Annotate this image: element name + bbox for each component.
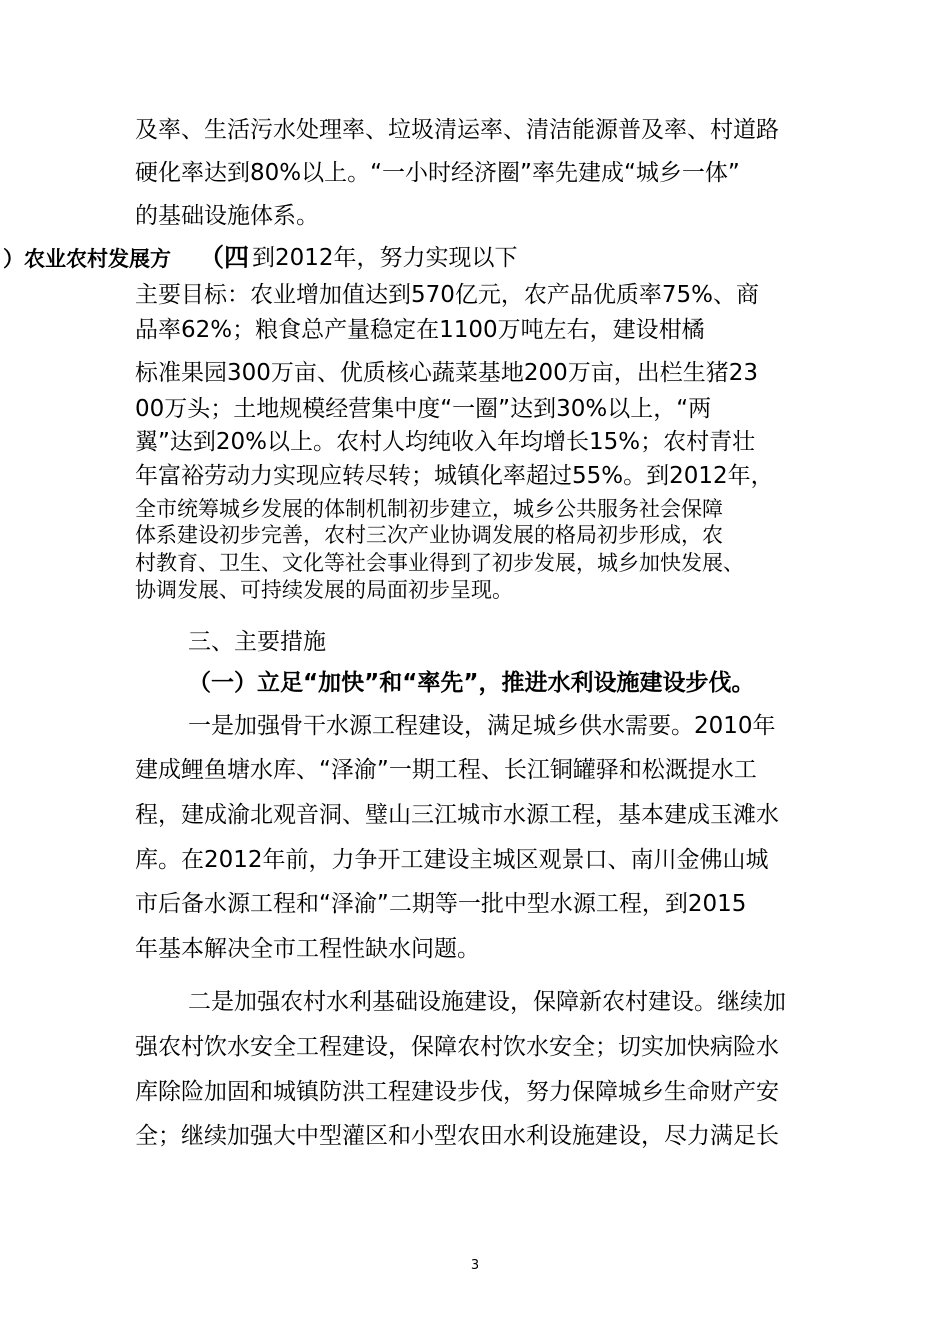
text-line: 00万头；土地规模经营集中度“一圈”达到30%以上，“两 (135, 396, 712, 422)
text-line: 硬化率达到80%以上。“一小时经济圈”率先建成“城乡一体” (135, 160, 740, 186)
text-line: 年富裕劳动力实现应转尽转；城镇化率超过55%。到2012年， (135, 463, 774, 489)
text-line: 二是加强农村水利基础设施建设，保障新农村建设。继续加 (188, 989, 786, 1015)
subsection-heading: （一）立足“加快”和“率先”，推进水利设施建设步伐。 (188, 670, 755, 696)
text-line: 翼”达到20%以上。农村人均纯收入年均增长15%；农村青壮 (135, 429, 756, 455)
text-line: 建成鲤鱼塘水库、“泽渝”一期工程、长江铜罐驿和松溉提水工 (135, 757, 757, 783)
text-line: 体系建设初步完善，农村三次产业协调发展的格局初步形成，农 (135, 523, 723, 547)
text-line: 品率62%；粮食总产量稳定在1100万吨左右，建设柑橘 (135, 317, 705, 343)
text-line: 库除险加固和城镇防洪工程建设步伐，努力保障城乡生命财产安 (135, 1079, 779, 1105)
text-line: 库。在2012年前，力争开工建设主城区观景口、南川金佛山城 (135, 847, 769, 873)
text-line: 全；继续加强大中型灌区和小型农田水利设施建设，尽力满足长 (135, 1123, 779, 1149)
section-heading-fragment: ）农业农村发展方 (3, 247, 171, 271)
text-line: 一是加强骨干水源工程建设，满足城乡供水需要。2010年 (188, 713, 776, 739)
text-line: 市后备水源工程和“泽渝”二期等一批中型水源工程，到2015 (135, 891, 747, 917)
text-line: 村教育、卫生、文化等社会事业得到了初步发展，城乡加快发展、 (135, 551, 744, 575)
page-number: 3 (470, 1258, 480, 1273)
text-line: 标准果园300万亩、优质核心蔬菜基地200万亩，出栏生猪23 (135, 360, 759, 386)
section-heading-number: （四 (199, 243, 250, 272)
text-line: 全市统筹城乡发展的体制机制初步建立，城乡公共服务社会保障 (135, 497, 723, 521)
text-line: 的基础设施体系。 (135, 203, 319, 229)
text-line: 及率、生活污水处理率、垃圾清运率、清洁能源普及率、村道路 (135, 117, 779, 143)
text-line: 程，建成渝北观音洞、璧山三江城市水源工程，基本建成玉滩水 (135, 802, 779, 828)
text-line: 到2012年，努力实现以下 (252, 245, 518, 271)
text-line: 主要目标：农业增加值达到570亿元，农产品优质率75%、商 (135, 282, 760, 308)
text-line: 协调发展、可持续发展的局面初步呈现。 (135, 578, 513, 602)
text-line: 年基本解决全市工程性缺水问题。 (135, 936, 480, 962)
section-heading: 三、主要措施 (188, 629, 326, 655)
text-line: 强农村饮水安全工程建设，保障农村饮水安全；切实加快病险水 (135, 1034, 779, 1060)
